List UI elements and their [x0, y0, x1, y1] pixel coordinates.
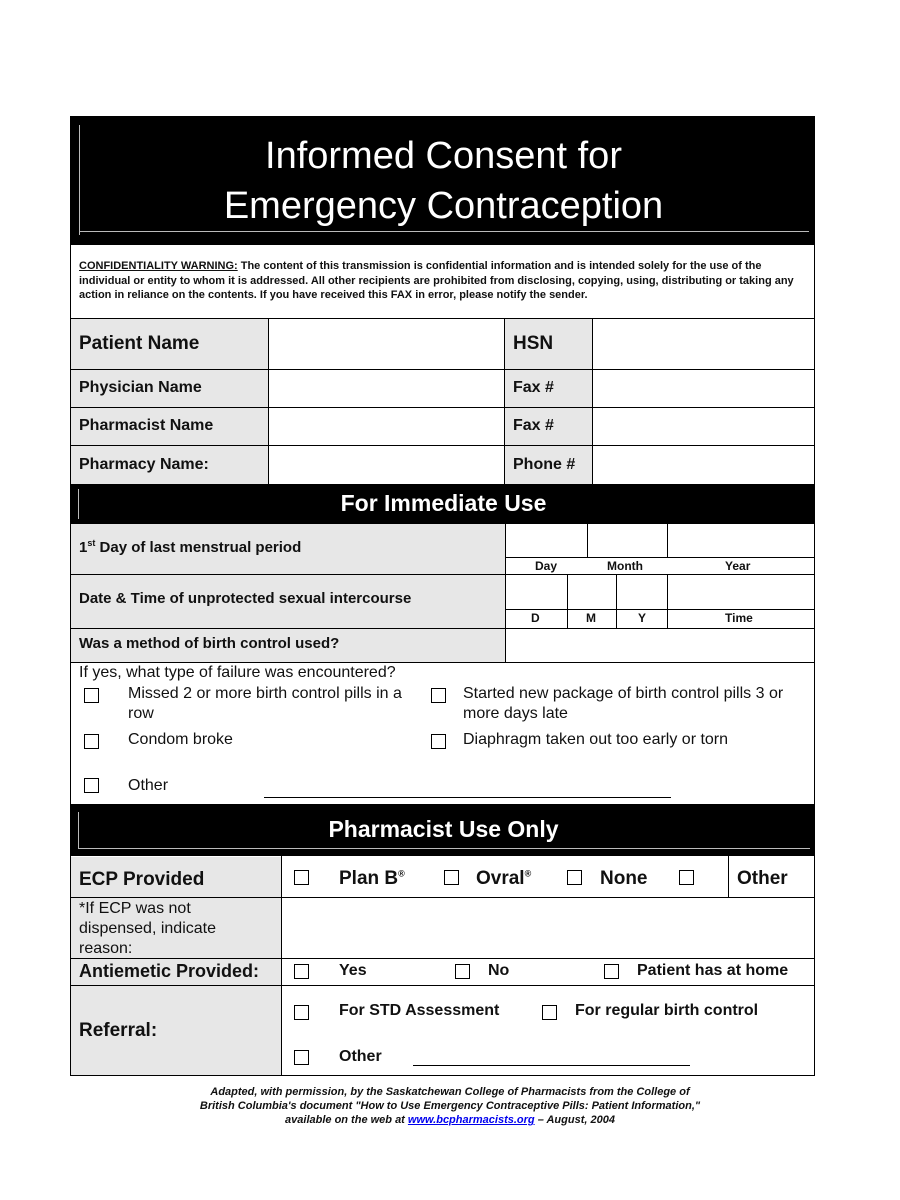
title-banner: [71, 117, 814, 245]
antiemetic-at-home-checkbox[interactable]: [604, 964, 619, 979]
other-failure-line[interactable]: [264, 797, 671, 798]
form-title-line1: Informed Consent for: [265, 135, 622, 177]
col-day-label: Day: [535, 559, 558, 573]
confidentiality-warning: [79, 259, 804, 303]
intercourse-y-field[interactable]: [617, 575, 667, 609]
referral-other-line[interactable]: [413, 1065, 690, 1066]
failure-question: If yes, what type of failure was encountered?: [79, 664, 396, 681]
consent-form: [70, 116, 815, 1076]
none-label: None: [600, 868, 648, 889]
other-failure-label: Other: [128, 777, 169, 794]
referral-std-checkbox[interactable]: [294, 1005, 309, 1020]
started-late-label: Started new package of birth control pills 3 or more days late: [463, 685, 784, 722]
antiemetic-at-home-label: Patient has at home: [637, 962, 789, 979]
ecp-provided-label: ECP Provided: [79, 869, 205, 890]
patient-name-label: Patient Name: [79, 333, 200, 354]
col-year-label: Year: [725, 559, 751, 573]
ovral-label: Ovral®: [476, 868, 532, 889]
lmp-month-field[interactable]: [588, 524, 667, 557]
immediate-use-heading: For Immediate Use: [340, 490, 547, 516]
pharmacist-fax-label: Fax #: [513, 417, 554, 434]
hsn-label: HSN: [513, 333, 554, 354]
missed-pills-checkbox[interactable]: [84, 688, 99, 703]
antiemetic-label: Antiemetic Provided:: [79, 961, 260, 981]
footer-line3: available on the web at www.bcpharmacists.org – August, 2004: [285, 1114, 615, 1126]
pharmacist-use-heading: Pharmacist Use Only: [328, 816, 559, 842]
plan-b-checkbox[interactable]: [294, 870, 309, 885]
condom-broke-label: Condom broke: [128, 731, 233, 748]
col-m-label: M: [586, 611, 596, 625]
footer-line1: Adapted, with permission, by the Saskatchewan College of Pharmacists from the College of: [210, 1086, 690, 1098]
form-title-line2: Emergency Contraception: [223, 185, 664, 227]
ecp-other-checkbox[interactable]: [679, 870, 694, 885]
diaphragm-checkbox[interactable]: [431, 734, 446, 749]
intercourse-time-field[interactable]: [668, 575, 814, 609]
lmp-day-field[interactable]: [506, 524, 587, 557]
physician-fax-label: Fax #: [513, 379, 554, 396]
intercourse-label: Date & Time of unprotected sexual intercourse: [79, 590, 412, 607]
not-dispensed-reason-field[interactable]: [282, 898, 814, 958]
antiemetic-no-checkbox[interactable]: [455, 964, 470, 979]
pharmacist-name-label: Pharmacist Name: [79, 417, 214, 434]
hsn-field[interactable]: [593, 319, 814, 369]
pharmacist-name-field[interactable]: [269, 408, 504, 445]
lmp-year-field[interactable]: [668, 524, 814, 557]
intercourse-m-field[interactable]: [568, 575, 616, 609]
lmp-label: 1st Day of last menstrual period: [79, 538, 302, 556]
started-late-checkbox[interactable]: [431, 688, 446, 703]
referral-std-label: For STD Assessment: [339, 1002, 500, 1019]
footer-line2: British Columbia's document "How to Use Emergency Contraceptive Pills: Patient Information,": [199, 1100, 701, 1112]
patient-name-field[interactable]: [269, 319, 504, 369]
confidentiality-text: The content of this transmission is confidential information and is intended solely for the use of the individual or entity to whom it is addressed. All other recipients are prohibited from disclosing, copying, using, distributing or taking any action in reliance on the contents. If you have received this FAX in error, please notify the sender.: [79, 260, 794, 301]
condom-broke-checkbox[interactable]: [84, 734, 99, 749]
col-month-label: Month: [607, 559, 643, 573]
pharmacy-name-field[interactable]: [269, 446, 504, 484]
col-y-label: Y: [638, 611, 647, 625]
confidentiality-label: CONFIDENTIALITY WARNING:: [79, 260, 238, 272]
phone-label: Phone #: [513, 456, 576, 473]
col-d-label: D: [531, 611, 540, 625]
referral-regular-bc-label: For regular birth control: [575, 1002, 759, 1019]
ovral-checkbox[interactable]: [444, 870, 459, 885]
referral-regular-bc-checkbox[interactable]: [542, 1005, 557, 1020]
plan-b-label: Plan B®: [339, 868, 405, 889]
missed-pills-label: Missed 2 or more birth control pills in a row: [128, 685, 402, 722]
physician-name-label: Physician Name: [79, 379, 202, 396]
ecp-other-label: Other: [737, 868, 788, 889]
birth-control-field[interactable]: [506, 629, 814, 662]
intercourse-d-field[interactable]: [506, 575, 567, 609]
pharmacy-name-label: Pharmacy Name:: [79, 456, 209, 473]
referral-label: Referral:: [79, 1020, 158, 1041]
referral-other-checkbox[interactable]: [294, 1050, 309, 1065]
physician-fax-field[interactable]: [593, 370, 814, 407]
pharmacist-use-banner: [71, 804, 814, 856]
antiemetic-yes-checkbox[interactable]: [294, 964, 309, 979]
pharmacist-fax-field[interactable]: [593, 408, 814, 445]
referral-other-label: Other: [339, 1048, 382, 1065]
phone-field[interactable]: [593, 446, 814, 484]
antiemetic-yes-label: Yes: [339, 962, 367, 979]
diaphragm-label: Diaphragm taken out too early or torn: [463, 731, 729, 748]
not-dispensed-label: *If ECP was not dispensed, indicate reason:: [79, 900, 216, 957]
antiemetic-no-label: No: [488, 962, 510, 979]
physician-name-field[interactable]: [269, 370, 504, 407]
birth-control-label: Was a method of birth control used?: [79, 635, 340, 652]
bcpharmacists-link[interactable]: www.bcpharmacists.org: [407, 1114, 535, 1126]
immediate-use-banner: [71, 484, 814, 524]
col-time-label: Time: [725, 611, 753, 625]
other-failure-checkbox[interactable]: [84, 778, 99, 793]
none-checkbox[interactable]: [567, 870, 582, 885]
